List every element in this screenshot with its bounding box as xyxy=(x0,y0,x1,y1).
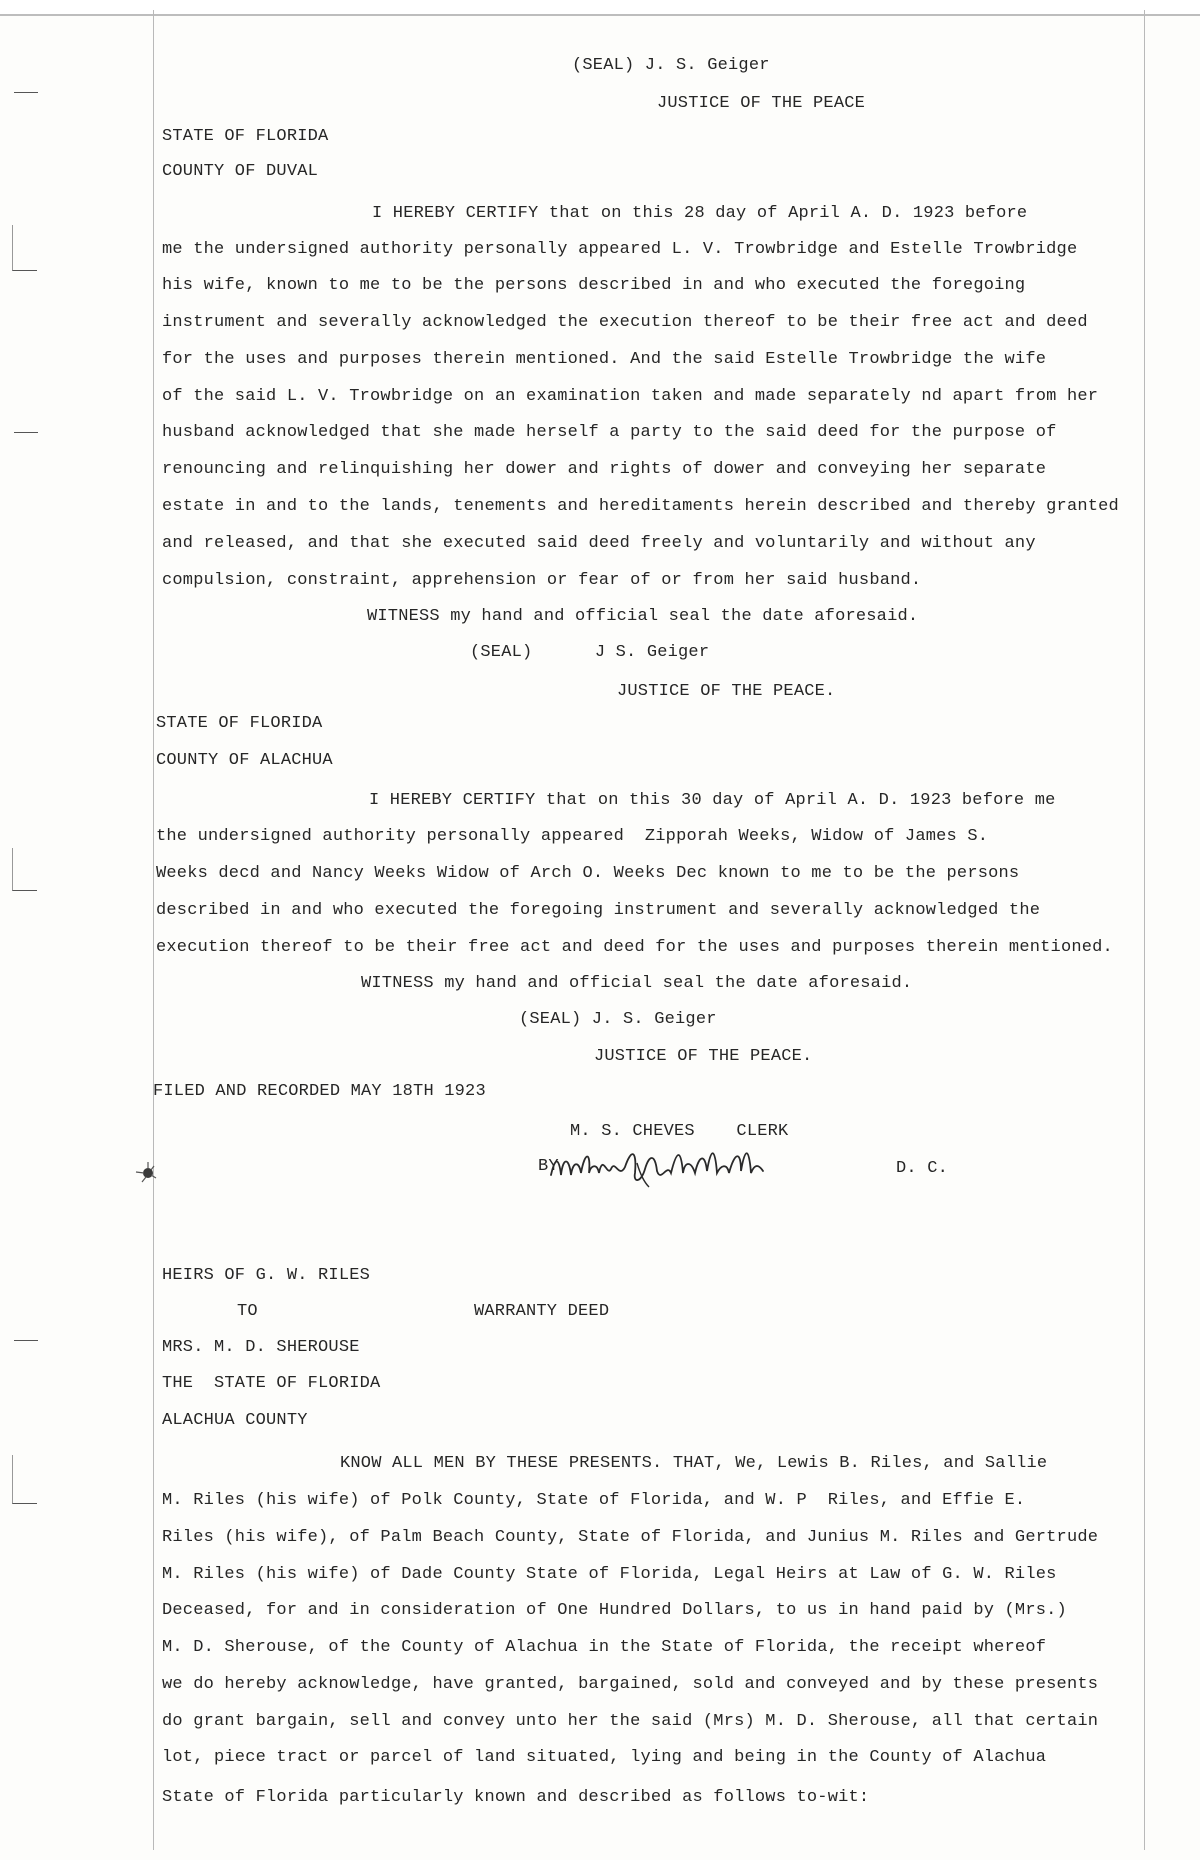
document-text-line: estate in and to the lands, tenements and hereditaments herein described and thereby granted xyxy=(162,497,1119,516)
document-text-line: JUSTICE OF THE PEACE. xyxy=(594,1047,813,1066)
binder-bracket-mark xyxy=(12,1455,37,1504)
document-text-line: D. C. xyxy=(896,1159,949,1178)
binder-tick-mark xyxy=(14,432,38,433)
document-text-line: KNOW ALL MEN BY THESE PRESENTS. THAT, We, Lewis B. Riles, and Sallie xyxy=(340,1454,1048,1473)
document-text-line: me the undersigned authority personally appeared L. V. Trowbridge and Estelle Trowbridge xyxy=(162,240,1078,259)
document-text-line: WITNESS my hand and official seal the date aforesaid. xyxy=(361,974,913,993)
document-text-line: described in and who executed the foregoing instrument and severally acknowledged the xyxy=(156,901,1041,920)
document-text-line: COUNTY OF DUVAL xyxy=(162,162,319,181)
document-text-line: we do hereby acknowledge, have granted, bargained, sold and conveyed and by these presents xyxy=(162,1675,1099,1694)
document-text-line: STATE OF FLORIDA xyxy=(156,714,323,733)
document-text-line: M. Riles (his wife) of Dade County State of Florida, Legal Heirs at Law of G. W. Riles xyxy=(162,1565,1057,1584)
document-text-line: Riles (his wife), of Palm Beach County, State of Florida, and Junius M. Riles and Gertrude xyxy=(162,1528,1099,1547)
document-text-line: his wife, known to me to be the persons described in and who executed the foregoing xyxy=(162,276,1026,295)
document-text-line: ALACHUA COUNTY xyxy=(162,1411,308,1430)
document-text-line: execution thereof to be their free act and deed for the uses and purposes therein mentioned. xyxy=(156,938,1113,957)
document-text-line: the undersigned authority personally appeared Zipporah Weeks, Widow of James S. xyxy=(156,827,989,846)
page-top-edge xyxy=(0,0,1200,16)
right-margin-rule xyxy=(1144,10,1145,1850)
document-text-line: lot, piece tract or parcel of land situated, lying and being in the County of Alachua xyxy=(162,1748,1047,1767)
document-text-line: HEIRS OF G. W. RILES xyxy=(162,1266,371,1285)
document-text-line: M. Riles (his wife) of Polk County, State of Florida, and W. P Riles, and Effie E. xyxy=(162,1491,1026,1510)
document-text-line: JUSTICE OF THE PEACE xyxy=(657,94,866,113)
binder-bracket-mark xyxy=(12,848,37,891)
document-text-line: Deceased, for and in consideration of One Hundred Dollars, to us in hand paid by (Mrs.) xyxy=(162,1601,1067,1620)
document-text-line: (SEAL) J S. Geiger xyxy=(470,643,710,662)
document-text-line: M. D. Sherouse, of the County of Alachua in the State of Florida, the receipt whereof xyxy=(162,1638,1047,1657)
document-text-line: I HEREBY CERTIFY that on this 30 day of April A. D. 1923 before me xyxy=(369,791,1056,810)
clerk-deputy-signature xyxy=(545,1143,805,1193)
document-text-line: BY xyxy=(538,1157,559,1176)
document-text-line: husband acknowledged that she made herself a party to the said deed for the purpose of xyxy=(162,423,1057,442)
document-text-line: and released, and that she executed said deed freely and voluntarily and without any xyxy=(162,534,1036,553)
document-text-line: (SEAL) J. S. Geiger xyxy=(572,56,770,75)
ink-blot-mark xyxy=(134,1160,160,1186)
document-text-line: WITNESS my hand and official seal the date aforesaid. xyxy=(367,607,919,626)
binder-bracket-mark xyxy=(12,225,37,271)
document-text-line: I HEREBY CERTIFY that on this 28 day of April A. D. 1923 before xyxy=(372,204,1028,223)
left-margin-rule xyxy=(153,10,154,1850)
document-text-line: M. S. CHEVES CLERK xyxy=(570,1122,789,1141)
document-text-line: renouncing and relinquishing her dower and rights of dower and conveying her separate xyxy=(162,460,1047,479)
document-text-line: THE STATE OF FLORIDA xyxy=(162,1374,381,1393)
document-text-line: FILED AND RECORDED MAY 18TH 1923 xyxy=(153,1082,486,1101)
binder-tick-mark xyxy=(14,92,38,93)
document-text-line: instrument and severally acknowledged the execution thereof to be their free act and deed xyxy=(162,313,1088,332)
document-text-line: WARRANTY DEED xyxy=(474,1302,610,1321)
document-text-line: compulsion, constraint, apprehension or fear of or from her said husband. xyxy=(162,571,922,590)
document-text-line: COUNTY OF ALACHUA xyxy=(156,751,333,770)
document-text-line: MRS. M. D. SHEROUSE xyxy=(162,1338,360,1357)
document-text-line: (SEAL) J. S. Geiger xyxy=(519,1010,717,1029)
document-text-line: Weeks decd and Nancy Weeks Widow of Arch O. Weeks Dec known to me to be the persons xyxy=(156,864,1020,883)
document-text-line: do grant bargain, sell and convey unto her the said (Mrs) M. D. Sherouse, all that certain xyxy=(162,1712,1099,1731)
document-text-line: STATE OF FLORIDA xyxy=(162,127,329,146)
binder-tick-mark xyxy=(14,1340,38,1341)
document-text-line: JUSTICE OF THE PEACE. xyxy=(617,682,836,701)
document-text-line: for the uses and purposes therein mentioned. And the said Estelle Trowbridge the wife xyxy=(162,350,1047,369)
document-text-line: TO xyxy=(237,1302,258,1321)
document-text-line: of the said L. V. Trowbridge on an examination taken and made separately nd apart from her xyxy=(162,387,1099,406)
document-text-line: State of Florida particularly known and described as follows to-wit: xyxy=(162,1788,870,1807)
